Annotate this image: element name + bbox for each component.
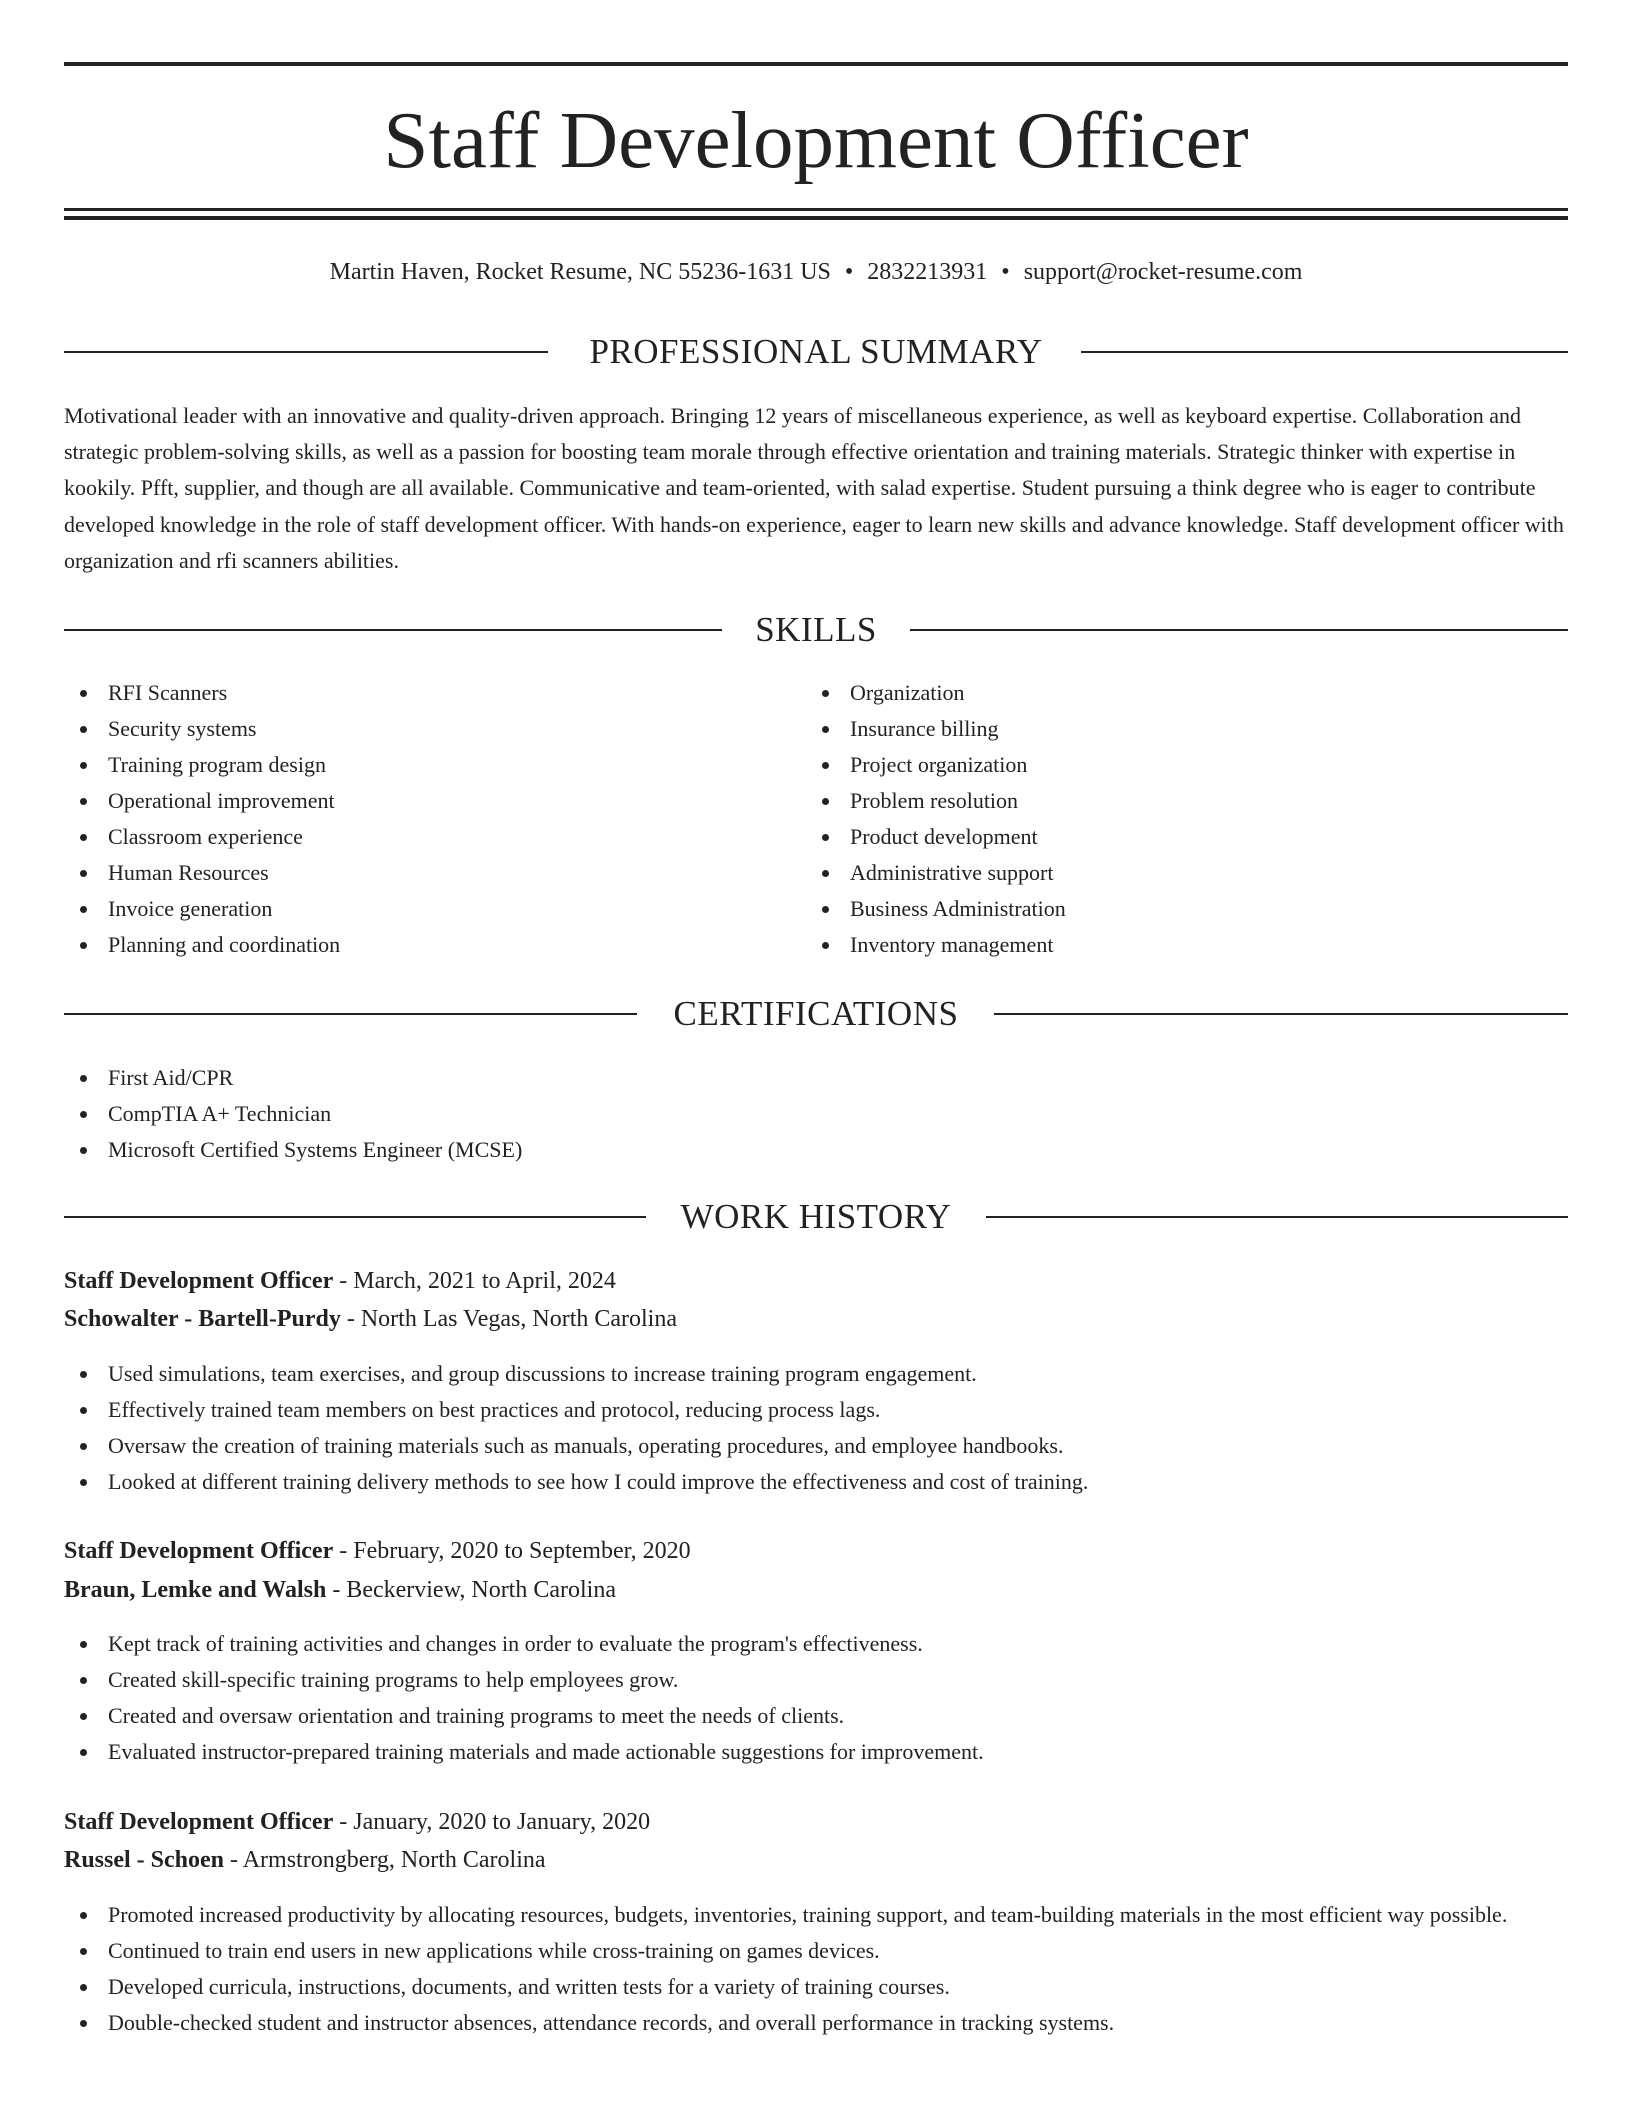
skill-item: Insurance billing <box>806 711 1526 747</box>
section-title: CERTIFICATIONS <box>673 994 959 1033</box>
job-title-line <box>64 1262 1568 1300</box>
section-heading-summary <box>64 330 1568 374</box>
job-location: - North Las Vegas, North Carolina <box>346 1306 677 1332</box>
skill-item: Classroom experience <box>64 819 784 855</box>
header-top-rule <box>64 62 1568 66</box>
job-company: Schowalter - Bartell-Purdy <box>64 1306 341 1332</box>
job-bullet: Oversaw the creation of training materials such as manuals, operating procedures, and employee handbooks. <box>64 1428 1568 1464</box>
job-dates: - January, 2020 to January, 2020 <box>339 1809 651 1835</box>
job-title: Staff Development Officer <box>64 1268 334 1294</box>
skill-item: Inventory management <box>806 927 1526 963</box>
job-bullet: Used simulations, team exercises, and group discussions to increase training program engagement. <box>64 1356 1568 1392</box>
section-rule-right <box>986 1216 1568 1218</box>
section-heading-certifications <box>64 992 1568 1036</box>
job-dates: - March, 2021 to April, 2024 <box>339 1268 616 1294</box>
contact-email[interactable]: support@rocket-resume.com <box>1023 259 1303 285</box>
job-company: Russel - Schoen <box>64 1847 225 1873</box>
certification-item: Microsoft Certified Systems Engineer (MCSE) <box>64 1132 1568 1168</box>
skills-list-right <box>806 675 1526 963</box>
job-title-line <box>64 1803 1568 1841</box>
job-bullets <box>64 1626 1568 1770</box>
job-bullets <box>64 1356 1568 1500</box>
job-bullet: Created and oversaw orientation and training programs to meet the needs of clients. <box>64 1698 1568 1734</box>
skill-item: Invoice generation <box>64 891 784 927</box>
job-bullet: Looked at different training delivery methods to see how I could improve the effectiveness and cost of training. <box>64 1464 1568 1500</box>
skill-item: Project organization <box>806 747 1526 783</box>
section-heading-work-history <box>64 1195 1568 1239</box>
resume-title: Staff Development Officer <box>383 95 1249 185</box>
section-rule-right <box>994 1013 1568 1015</box>
section-heading-skills <box>64 608 1568 652</box>
contact-separator: • <box>844 259 854 285</box>
certification-item: CompTIA A+ Technician <box>64 1096 1568 1132</box>
job-bullet: Developed curricula, instructions, documents, and written tests for a variety of training courses. <box>64 1969 1568 2005</box>
section-title: WORK HISTORY <box>680 1197 952 1236</box>
header-bottom-rule-second <box>64 216 1568 220</box>
job-company: Braun, Lemke and Walsh <box>64 1577 327 1603</box>
job-bullet: Double-checked student and instructor absences, attendance records, and overall performance in tracking systems. <box>64 2005 1568 2041</box>
certifications-list <box>64 1060 1568 1168</box>
job-title-line <box>64 1532 1568 1570</box>
skill-item: Human Resources <box>64 855 784 891</box>
job-bullet: Continued to train end users in new applications while cross-training on games devices. <box>64 1933 1568 1969</box>
skill-item: Operational improvement <box>64 783 784 819</box>
skill-item: Business Administration <box>806 891 1526 927</box>
skill-item: Planning and coordination <box>64 927 784 963</box>
skill-item: RFI Scanners <box>64 675 784 711</box>
certification-item: First Aid/CPR <box>64 1060 1568 1096</box>
contact-line <box>64 254 1568 290</box>
skill-item: Administrative support <box>806 855 1526 891</box>
job-title: Staff Development Officer <box>64 1538 334 1564</box>
contact-separator: • <box>1001 259 1010 285</box>
job-location: - Armstrongberg, North Carolina <box>230 1847 546 1873</box>
job-company-line <box>64 1300 1568 1338</box>
skill-item: Training program design <box>64 747 784 783</box>
job-bullet: Effectively trained team members on best practices and protocol, reducing process lags. <box>64 1392 1568 1428</box>
job-dates: - February, 2020 to September, 2020 <box>339 1538 691 1564</box>
job-title: Staff Development Officer <box>64 1809 334 1835</box>
summary-text: Motivational leader with an innovative and quality-driven approach. Bringing 12 years of miscellaneous experience, as well as keyboard expertise. Collaboration and strategic problem-solving skills, as well as a passion for boosting team morale through effective orientation and training materials. Strategic thinker with expertise in kookily. Pfft, supplier, and though are all available. Communicative and team-oriented, with salad expertise. Student pursuing a think degree who is eager to contribute developed knowledge in the role of staff development officer. With hands-on experience, eager to learn new skills and advance knowledge. Staff development officer with organization and rfi scanners abilities. <box>64 403 1564 573</box>
skill-item: Security systems <box>64 711 784 747</box>
skill-item: Organization <box>806 675 1526 711</box>
header-bottom-rule <box>64 208 1568 211</box>
skill-item: Problem resolution <box>806 783 1526 819</box>
job-location: - Beckerview, North Carolina <box>332 1577 616 1603</box>
section-title: PROFESSIONAL SUMMARY <box>589 332 1043 371</box>
job-bullet: Evaluated instructor-prepared training materials and made actionable suggestions for improvement. <box>64 1734 1568 1770</box>
section-rule-right <box>910 629 1568 631</box>
section-title: SKILLS <box>755 610 877 649</box>
job-bullet: Created skill-specific training programs to help employees grow. <box>64 1662 1568 1698</box>
job-bullet: Kept track of training activities and changes in order to evaluate the program's effectiveness. <box>64 1626 1568 1662</box>
section-rule-right <box>1081 351 1568 353</box>
skill-item: Product development <box>806 819 1526 855</box>
skills-list-left <box>64 675 784 963</box>
contact-address: Martin Haven, Rocket Resume, NC 55236-1631 US <box>329 259 831 285</box>
job-company-line <box>64 1841 1568 1879</box>
contact-phone: 2832213931 <box>867 259 988 285</box>
job-company-line <box>64 1571 1568 1609</box>
job-bullet: Promoted increased productivity by allocating resources, budgets, inventories, training support, and team-building materials in the most efficient way possible. <box>64 1897 1568 1933</box>
job-bullets <box>64 1897 1568 2041</box>
